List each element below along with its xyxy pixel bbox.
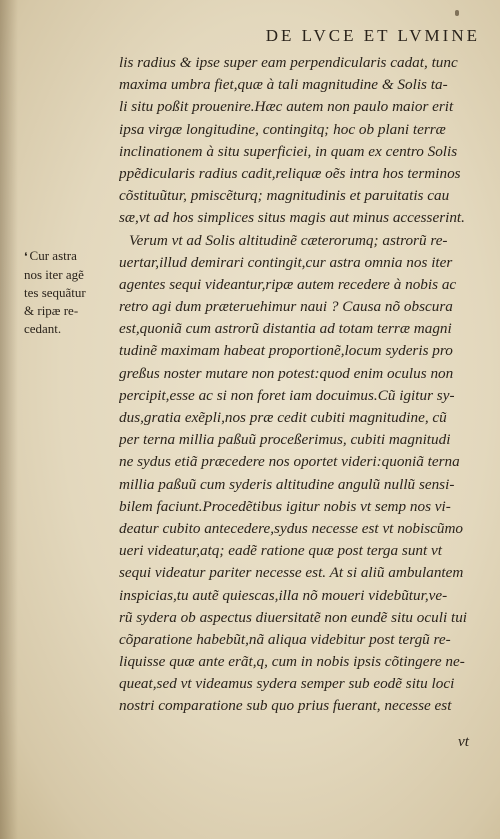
text-line: dus,gratia exẽpli,nos præ cedit cubiti magnitudine, cũ xyxy=(119,409,447,426)
pointer-mark-icon: ❛ xyxy=(24,251,28,263)
text-line: ppẽdicularis radius cadit,reliquæ oẽs intra hos terminos xyxy=(119,164,461,182)
text-line: millia paßuũ cum syderis altitudine angulũ nullũ sensi- xyxy=(119,475,455,493)
marginal-note-line: & ripæ re- xyxy=(24,303,79,318)
text-line: ipsa virgæ longitudine, contingitq; hoc ob plani terræ xyxy=(119,120,446,138)
text-line: cõstituũtur, pmiscẽturq; magnitudinis et paruitatis cau xyxy=(119,187,450,205)
text-line: est,quoniã cum astrorũ distantia ad totam terræ magni xyxy=(119,320,452,338)
text-line: retro agi dum præteruehimur naui ? Causa nõ obscura xyxy=(119,298,453,316)
marginal-note-line: ❛ Cur astra xyxy=(24,248,77,263)
marginal-note xyxy=(24,247,116,338)
ink-speck xyxy=(455,10,459,16)
text-line: ueri videatur,atq; eadẽ ratione quæ post terga sunt vt xyxy=(119,542,442,560)
text-line: agentes sequi videantur,ripæ autem recedere à nobis ac xyxy=(119,275,457,293)
marginal-note-line: nos iter agẽ xyxy=(24,267,84,282)
text-line: queat,sed vt videamus sydera semper sub eodẽ situ loci xyxy=(119,675,455,693)
text-line: lis radius & ipse super eam perpendicularis cadat, tunc xyxy=(119,54,458,71)
text-line: maxima umbra fiet,quæ à tali magnitudine & Solis ta- xyxy=(119,76,448,94)
text-line: rũ sydera ob aspectus diuersitatẽ non eundẽ situ oculi tui xyxy=(119,608,468,626)
text-line: per terna millia paßuũ proceßerimus, cubiti magnitudi xyxy=(119,431,451,449)
text-line: li situ poßit prouenire.Hæc autem non paulo maior erit xyxy=(119,98,454,116)
text-line: liquisse quæ ante erãt,q, cum in nobis ipsis cõtingere ne- xyxy=(119,653,465,671)
main-text-block xyxy=(119,52,487,718)
running-title: DE LVCE ET LVMINE xyxy=(265,26,480,45)
text-line: deatur cubito antecedere,sydus necesse est vt nobiscũmo xyxy=(119,519,464,537)
catchword: vt xyxy=(458,733,469,750)
text-line: sequi videatur pariter necesse est. At si aliũ ambulantem xyxy=(119,564,464,582)
text-line: tudinẽ maximam habeat proportionẽ,locum syderis pro xyxy=(119,342,453,360)
text-line: inspicias,tu autẽ quiescas,illa nõ moueri videbũtur,ve- xyxy=(119,586,448,604)
marginal-note-line: tes sequãtur xyxy=(24,285,86,300)
text-line: uertar,illud demirari contingit,cur astra omnia nos iter xyxy=(119,253,453,271)
gutter-shadow xyxy=(0,0,18,839)
text-line: ne sydus etiã præcedere nos oportet videri:quoniã terna xyxy=(119,453,460,471)
marginal-note-line: cedant. xyxy=(24,321,62,336)
text-line: cõparatione habebũt,nã aliqua videbitur post tergũ re- xyxy=(119,630,451,648)
text-line: nostri comparatione sub quo prius fuerant, necesse est xyxy=(119,697,452,715)
text-line: greßus noster mutare non potest:quod enim oculus non xyxy=(119,364,454,382)
text-line: Verum vt ad Solis altitudinẽ cæterorumq; astrorũ re- xyxy=(129,231,448,249)
text-line: percipit,esse ac si non foret iam docuimus.Cũ igitur sy- xyxy=(119,386,455,404)
text-line: bilem faciunt.Procedẽtibus igitur nobis vt semp nos vi- xyxy=(119,497,451,515)
text-line: sæ,vt ad hos simplices situs magis aut minus accesserint. xyxy=(119,209,465,227)
text-line: inclinationem à situ superficiei, in quam ex centro Solis xyxy=(119,142,458,160)
